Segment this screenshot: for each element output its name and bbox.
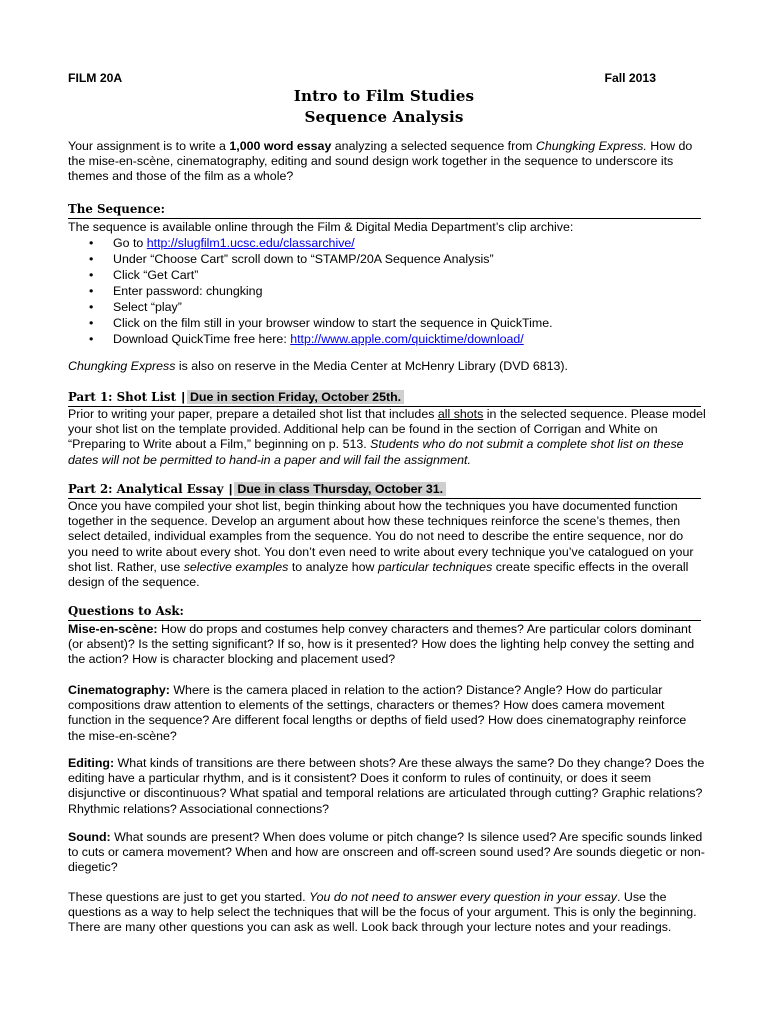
part1-heading: Part 1: Shot List | Due in section Friday, October 25th. [68, 389, 701, 407]
sequence-heading: The Sequence: [68, 201, 701, 219]
editing-question: Editing: What kinds of transitions are there between shots? Are these always the same? Do they change? Does the editing have a particular rhythm, and is it consistent? Does it conform to rules of continuity, or does it seem disjunctive or discontinuous? What spatial and temporal relations are articulated through cutting? Graphic relations? Rhythmic relations? Associational connections? [68, 756, 705, 816]
header-row [68, 71, 656, 87]
list-item: • Under “Choose Cart” scroll down to “STAMP/20A Sequence Analysis” [68, 251, 688, 267]
part2-paragraph: Once you have compiled your shot list, begin thinking about how the techniques you have documented function together in the sequence. Develop an argument about how these techniques reinforce the scene’s themes, then select detailed, individual examples from the sequence. You do not need to describe the entire sequence, nor do you need to write about every shot. You don’t even need to write about every technique you’ve catalogued on your shot list. Rather, use selective examples to analyze how particular techniques create specific effects in the overall design of the sequence. [68, 499, 694, 590]
sequence-lead: The sequence is available online through the Film & Digital Media Department’s clip archive: [68, 220, 574, 234]
quicktime-link[interactable]: http://www.apple.com/quicktime/download/ [290, 332, 524, 346]
archive-link[interactable]: http://slugfilm1.ucsc.edu/classarchive/ [146, 236, 355, 250]
cinematography-question: Cinematography: Where is the camera placed in relation to the action? Distance? Angle? How do particular compositions draw attention to elements of the settings, characters or themes? How does camera movement function in the sequence? Are different focal lengths or depths of field used? How does cinematography reinforce the mise-en-scène? [68, 683, 687, 743]
document-title: Intro to Film Studies [293, 87, 475, 105]
list-item: • Click “Get Cart” [68, 267, 688, 283]
list-item: • Click on the film still in your browser window to start the sequence in QuickTime. [68, 315, 688, 331]
sound-question: Sound: What sounds are present? When does volume or pitch change? Is silence used? Are specific sounds linked to cuts or camera movement? When and how are onscreen and off-screen sound used? Are sounds diegetic or non-diegetic? [68, 830, 705, 875]
list-item: • Download QuickTime free here: http://www.apple.com/quicktime/download/ [68, 331, 688, 347]
list-item: • Go to http://slugfilm1.ucsc.edu/classarchive/ [68, 235, 688, 251]
list-item: • Enter password: chungking [68, 283, 688, 299]
course-code: FILM 20A [68, 71, 123, 85]
part1-due-date: Due in section Friday, October 25th. [187, 390, 404, 404]
reserve-note: Chungking Express is also on reserve in the Media Center at McHenry Library (DVD 6813). [68, 359, 568, 373]
document-subtitle: Sequence Analysis [304, 108, 464, 126]
intro-paragraph: Your assignment is to write a 1,000 word essay analyzing a selected sequence from Chungking Express. How do the mise-en-scène, cinematography, editing and sound design work together in the sequence to underscore its themes and those of the film as a whole? [68, 139, 693, 184]
part1-paragraph: Prior to writing your paper, prepare a detailed shot list that includes all shots in the selected sequence. Please model your shot list on the template provided. Additional help can be found in the section of Corrigan and White on “Preparing to Write about a Film,” beginning on p. 513. Students who do not submit a complete shot list on these dates will not be permitted to hand-in a paper and will fail the assignment. [68, 407, 706, 467]
term-label: Fall 2013 [604, 71, 656, 85]
part2-due-date: Due in class Thursday, October 31. [234, 482, 446, 496]
list-item: • Select “play” [68, 299, 688, 315]
questions-heading: Questions to Ask: [68, 603, 701, 621]
instruction-list [68, 235, 688, 347]
part2-heading: Part 2: Analytical Essay | Due in class Thursday, October 31. [68, 481, 701, 499]
mise-en-scene-question: Mise-en-scène: How do props and costumes help convey characters and themes? Are particular colors dominant (or absent)? Is the setting significant? If so, how is it presented? How does the lighting help convey the setting and the action? How is character blocking and placement used? [68, 622, 695, 667]
closing-paragraph: These questions are just to get you started. You do not need to answer every question in your essay. Use the questions as a way to help select the techniques that will be the focus of your argument. This is only the beginning. There are many other questions you can ask as well. Look back through your lecture notes and your readings. [68, 890, 697, 935]
